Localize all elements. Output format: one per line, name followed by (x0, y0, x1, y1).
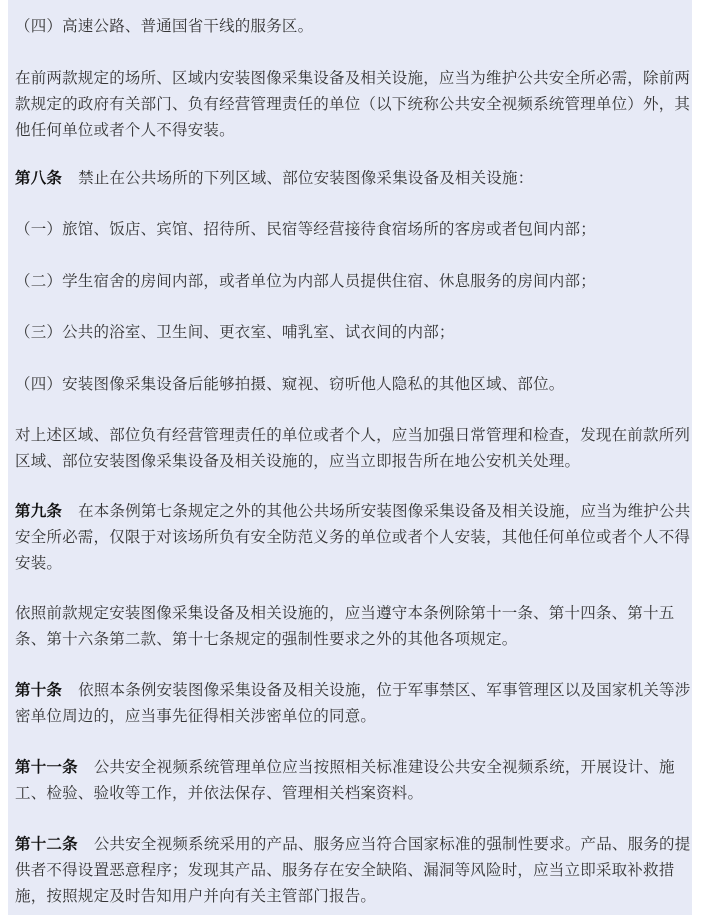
paragraph-text: 公共安全视频系统管理单位应当按照相关标准建设公共安全视频系统，开展设计、施工、检验、验收等工作，并依法保存、管理相关档案资料。 (15, 758, 675, 802)
article-number: 第十一条 (15, 758, 78, 776)
paragraph (15, 13, 691, 39)
paragraph (15, 600, 691, 652)
paragraph-text: 依照本条例安装图像采集设备及相关设施，位于军事禁区、军事管理区以及国家机关等涉密单位周边的，应当事先征得相关涉密单位的同意。 (15, 681, 691, 725)
paragraph (15, 371, 691, 397)
article-paragraph (15, 831, 691, 909)
paragraph-text: （一）旅馆、饭店、宾馆、招待所、民宿等经营接待食宿场所的客房或者包间内部； (15, 220, 596, 238)
article-paragraph (15, 498, 691, 576)
paragraph (15, 422, 691, 474)
article-number: 第十条 (15, 681, 63, 699)
paragraph-text: 对上述区域、部位负有经营管理责任的单位或者个人，应当加强日常管理和检查，发现在前款所列区域、部位安装图像采集设备及相关设施的，应当立即报告所在地公安机关处理。 (15, 426, 691, 470)
article-number: 第九条 (15, 502, 63, 520)
paragraph-text: （四）安装图像采集设备后能够拍摄、窥视、窃听他人隐私的其他区域、部位。 (15, 375, 565, 393)
paragraph-text: （二）学生宿舍的房间内部，或者单位为内部人员提供住宿、休息服务的房间内部； (15, 272, 596, 290)
paragraph-text: 在前两款规定的场所、区域内安装图像采集设备及相关设施，应当为维护公共安全所必需，除前两款规定的政府有关部门、负有经营管理责任的单位（以下统称公共安全视频系统管理单位）外，其他任何单位或者个人不得安装。 (15, 69, 691, 139)
paragraph-text: 依照前款规定安装图像采集设备及相关设施的，应当遵守本条例除第十一条、第十四条、第十五条、第十六条第二款、第十七条规定的强制性要求之外的其他各项规定。 (15, 604, 675, 648)
paragraph (15, 268, 691, 294)
article-number: 第八条 (15, 169, 63, 187)
article-paragraph (15, 677, 691, 729)
paragraph-text: （四）高速公路、普通国省干线的服务区。 (15, 17, 314, 35)
article-paragraph (15, 165, 691, 191)
paragraph-text: 在本条例第七条规定之外的其他公共场所安装图像采集设备及相关设施，应当为维护公共安全所必需，仅限于对该场所负有安全防范义务的单位或者个人安装，其他任何单位或者个人不得安装。 (15, 502, 691, 572)
paragraph-text: （三）公共的浴室、卫生间、更衣室、哺乳室、试衣间的内部； (15, 323, 455, 341)
paragraph (15, 319, 691, 345)
article-paragraph (15, 754, 691, 806)
paragraph (15, 65, 691, 143)
article-number: 第十二条 (15, 835, 78, 853)
document-body (8, 0, 692, 915)
paragraph-text: 公共安全视频系统采用的产品、服务应当符合国家标准的强制性要求。产品、服务的提供者不得设置恶意程序；发现其产品、服务存在安全缺陷、漏洞等风险时，应当立即采取补救措施，按照规定及时告知用户并向有关主管部门报告。 (15, 835, 691, 905)
paragraph (15, 216, 691, 242)
paragraph-text: 禁止在公共场所的下列区域、部位安装图像采集设备及相关设施： (78, 169, 534, 187)
